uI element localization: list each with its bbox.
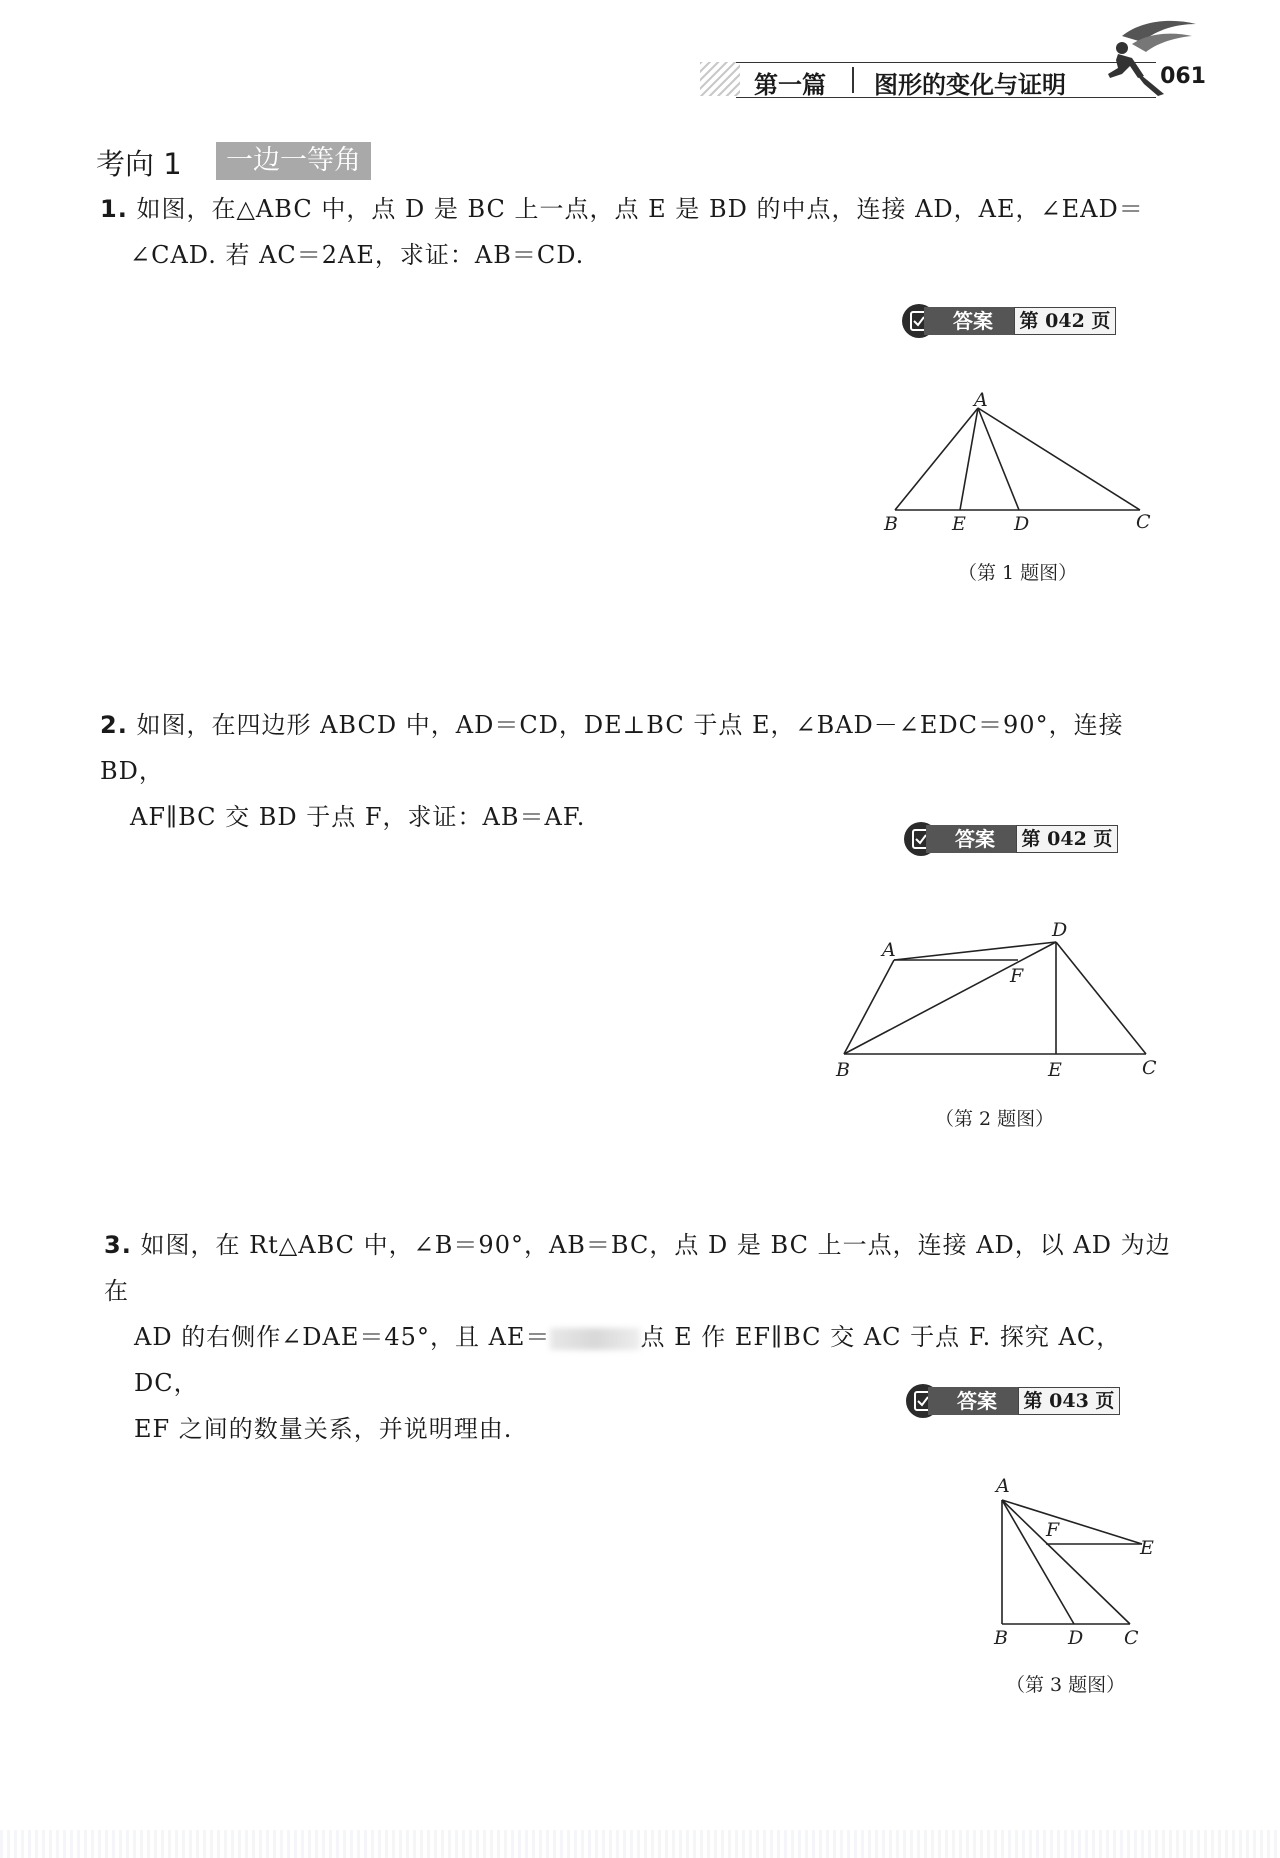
header-divider [852, 67, 854, 93]
problem-2-answer-badge[interactable] [904, 822, 1120, 856]
problem-3-text-2b: 点 E 作 EF∥BC 交 AC 于点 F. 探究 AC，DC， [134, 1323, 1122, 1397]
fig1-label-e: E [952, 513, 966, 532]
problem-1-number: 1. [100, 195, 128, 223]
fig1-label-c: C [1136, 511, 1151, 532]
answer-label: 答案 [928, 1387, 1018, 1415]
fig1-label-a: A [974, 392, 988, 411]
fig3-label-a: A [996, 1475, 1010, 1497]
problem-2 [100, 702, 1180, 840]
fig3-label-c: C [1124, 1627, 1139, 1649]
header-hatch-decoration [700, 62, 740, 96]
part-title: 第一篇 [754, 71, 826, 99]
page-bottom-texture [0, 1830, 1280, 1858]
problem-1-text-1: 如图，在△ABC 中，点 D 是 BC 上一点，点 E 是 BD 的中点，连接 AD，AE，∠EAD＝ [136, 195, 1144, 223]
problem-3-text-1: 如图，在 Rt△ABC 中，∠B＝90°，AB＝BC，点 D 是 BC 上一点，连接 AD，以 AD 为边在 [104, 1231, 1171, 1305]
problem-2-line-2: AF∥BC 交 BD 于点 F，求证：AB＝AF. [130, 803, 586, 831]
fig2-label-c: C [1142, 1057, 1157, 1079]
page-header [700, 58, 1220, 102]
figure-1-caption: （第 1 题图） [958, 562, 1078, 584]
problem-2-line-1 [100, 702, 1180, 794]
fig2-label-b: B [836, 1059, 850, 1081]
answer-page: 第 042 页 [1016, 825, 1118, 853]
section-tag: 一边一等角 [216, 142, 371, 180]
problem-1-line-1 [100, 186, 1180, 232]
fig3-label-d: D [1068, 1627, 1084, 1649]
fig2-label-e: E [1048, 1059, 1062, 1081]
problem-1 [100, 186, 1180, 278]
fig2-label-a: A [882, 939, 896, 961]
answer-label: 答案 [926, 825, 1016, 853]
fig2-label-f: F [1010, 965, 1024, 987]
answer-page: 第 042 页 [1014, 307, 1116, 335]
problem-1-line-2: ∠CAD. 若 AC＝2AE，求证：AB＝CD. [130, 241, 585, 269]
figure-1 [880, 392, 1160, 536]
fig1-label-d: D [1014, 513, 1030, 532]
figure-3-caption: （第 3 题图） [1006, 1674, 1126, 1696]
problem-2-number: 2. [100, 711, 128, 739]
figure-2 [830, 912, 1170, 1086]
fig2-label-d: D [1052, 919, 1068, 941]
problem-3-line-3: EF 之间的数量关系，并说明理由. [134, 1415, 513, 1443]
problem-3-answer-badge[interactable] [906, 1384, 1122, 1418]
answer-page: 第 043 页 [1018, 1387, 1120, 1415]
figure-3 [984, 1472, 1174, 1656]
section-label: 考向 1 [96, 147, 182, 181]
problem-3-number: 3. [104, 1231, 132, 1259]
figure-2-caption: （第 2 题图） [935, 1108, 1055, 1130]
answer-label: 答案 [924, 307, 1014, 335]
fig1-label-b: B [884, 513, 898, 532]
problem-3-line-1 [104, 1222, 1184, 1314]
chapter-title: 图形的变化与证明 [874, 71, 1066, 99]
fig3-label-e: E [1140, 1537, 1154, 1559]
fig3-label-b: B [994, 1627, 1008, 1649]
page-number: 061 [1160, 64, 1206, 89]
problem-2-text-1: 如图，在四边形 ABCD 中，AD＝CD，DE⊥BC 于点 E，∠BAD－∠EDC＝90°，连接 BD， [100, 711, 1124, 785]
problem-1-answer-badge[interactable] [902, 304, 1118, 338]
fig3-label-f: F [1046, 1519, 1060, 1541]
problem-3-text-2a: AD 的右侧作∠DAE＝45°，且 AE＝ [134, 1323, 551, 1351]
redacted-region [550, 1328, 640, 1350]
